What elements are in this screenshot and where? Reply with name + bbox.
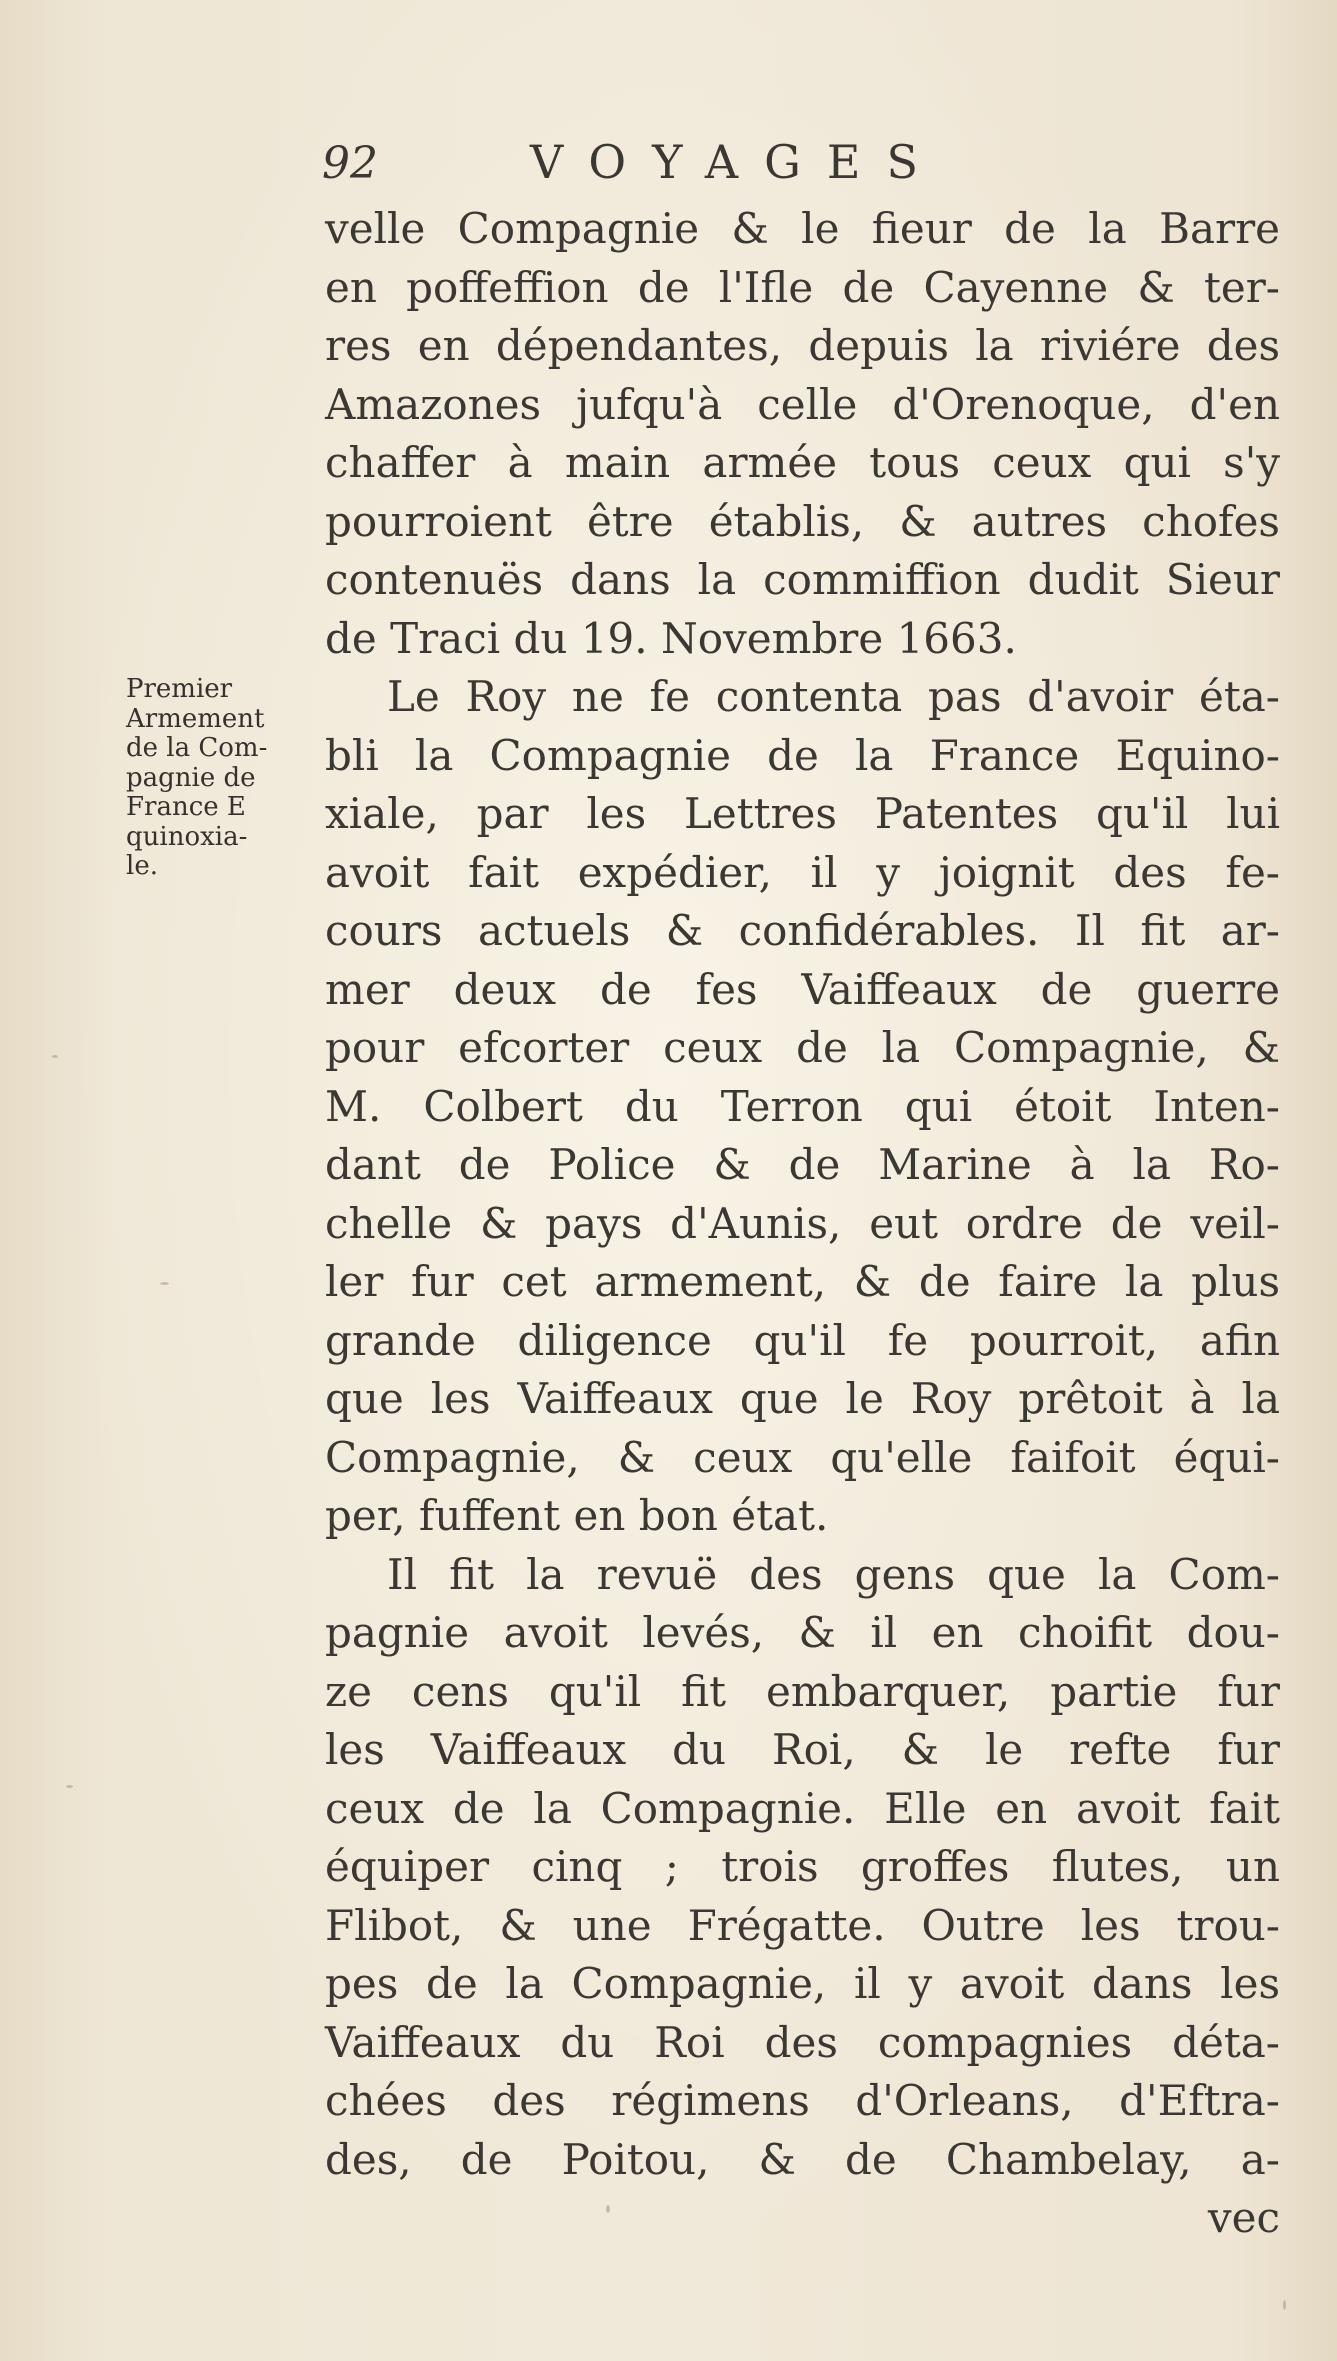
text-line: mer deux de fes Vaiffeaux de guerre — [325, 964, 1280, 1014]
text-line: ze cens qu'il fit embarquer, partie fur — [325, 1666, 1280, 1716]
text-line: velle Compagnie & le fieur de la Barre — [325, 204, 1280, 253]
text-line: chées des régimens d'Orleans, d'Eftra- — [325, 2076, 1280, 2125]
text-line: grande diligence qu'il fe pourroit, afin — [325, 1315, 1280, 1365]
body-text — [325, 200, 1280, 2248]
text-line: chaffer à main armée tous ceux qui s'y — [325, 438, 1280, 487]
paper-speck — [160, 1282, 169, 1285]
running-title: VOYAGES — [530, 135, 944, 189]
text-line: dant de Police & de Marine à la Ro- — [325, 1140, 1280, 1189]
text-line: Amazones jufqu'à celle d'Orenoque, d'en — [325, 379, 1280, 429]
text-line: des, de Poitou, & de Chambelay, a- — [325, 2134, 1280, 2184]
text-line: xiale, par les Lettres Patentes qu'il lui — [325, 789, 1280, 838]
margin-note — [126, 674, 322, 881]
text-line: Vaiffeaux du Roi des compagnies déta- — [325, 2017, 1280, 2067]
margin-note-line: Premier — [126, 674, 233, 704]
text-line: pour efcorter ceux de la Compagnie, & — [325, 1023, 1280, 1072]
text-line: pagnie avoit levés, & il en choifit dou- — [325, 1608, 1280, 1657]
catchword: vec — [1207, 2193, 1280, 2242]
page-number: 92 — [322, 138, 378, 189]
text-line: que les Vaiffeaux que le Roy prêtoit à la — [325, 1374, 1280, 1423]
margin-note-line: France E — [126, 792, 246, 822]
paragraph-start-line: Le Roy ne fe contenta pas d'avoir éta- — [387, 672, 1280, 721]
margin-note-line: Armement — [126, 703, 265, 734]
text-line: avoit fait expédier, il y joignit des fe- — [325, 847, 1280, 897]
margin-note-line: le. — [126, 851, 158, 881]
text-line: les Vaiffeaux du Roi, & le refte fur — [325, 1725, 1280, 1774]
margin-note-line: pagnie de — [126, 762, 256, 793]
text-line: bli la Compagnie de la France Equino- — [325, 730, 1280, 780]
text-line: chelle & pays d'Aunis, eut ordre de veil- — [325, 1198, 1280, 1248]
paper-speck — [1283, 2300, 1286, 2310]
page-header — [322, 132, 944, 192]
text-line: pourroient être établis, & autres chofes — [325, 496, 1280, 546]
text-line: contenuës dans la commiffion dudit Sieur — [325, 555, 1280, 604]
text-line: de Traci du 19. Novembre 1663. — [325, 613, 1017, 663]
text-line: ler fur cet armement, & de faire la plus — [325, 1257, 1280, 1306]
margin-note-line: quinoxia- — [126, 821, 248, 852]
text-line: Compagnie, & ceux qu'elle faifoit équi- — [325, 1432, 1280, 1482]
paper-speck — [606, 2205, 610, 2213]
text-line: per, fuffent en bon état. — [325, 1491, 829, 1540]
text-line: équiper cinq ; trois groffes flutes, un — [325, 1842, 1280, 1891]
margin-note-line: de la Com- — [126, 733, 268, 763]
text-line: Flibot, & une Frégatte. Outre les trou- — [325, 1900, 1280, 1950]
text-line: cours actuels & confidérables. Il fit ar- — [325, 906, 1280, 955]
paper-speck — [66, 1785, 73, 1788]
text-line: ceux de la Compagnie. Elle en avoit fait — [325, 1783, 1280, 1833]
paper-speck — [52, 1055, 58, 1058]
text-line: res en dépendantes, depuis la riviére des — [325, 321, 1280, 370]
paragraph-start-line: Il fit la revuë des gens que la Com- — [387, 1549, 1280, 1599]
text-line: pes de la Compagnie, il y avoit dans les — [325, 1959, 1280, 2008]
text-line: en poffeffion de l'Ifle de Cayenne & ter- — [325, 262, 1280, 312]
text-line: M. Colbert du Terron qui étoit Inten- — [325, 1081, 1280, 1131]
